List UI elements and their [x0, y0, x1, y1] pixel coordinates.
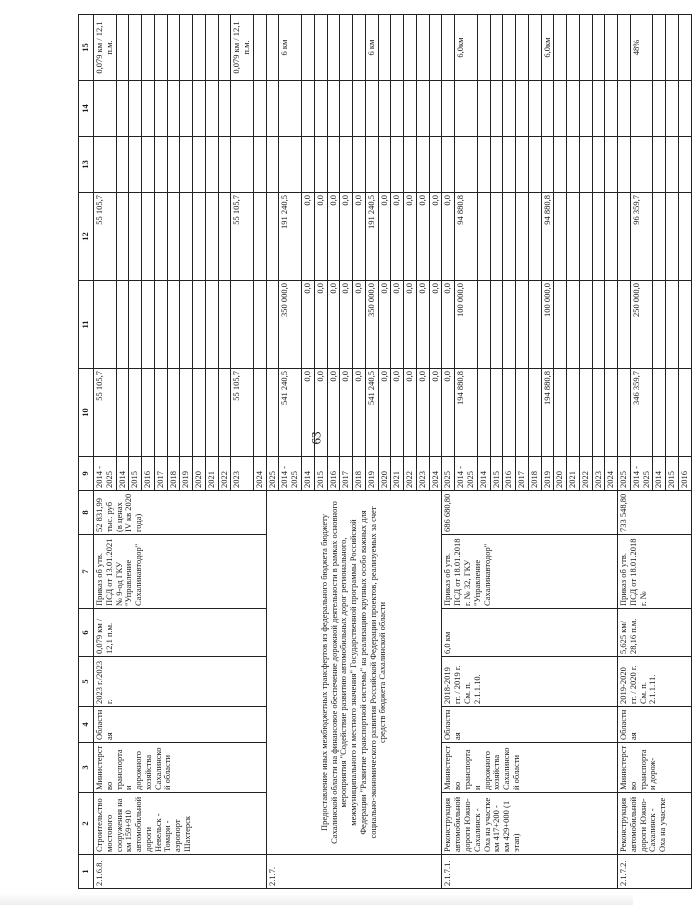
table-row: 2.1.7.2. Реконструкция автомобильной дороги Южно-Сахалинск - Оха на участке Министерство транспорта и дорож- Областная 2019-2020 гг. / 2020 г. См. п. 2.1.1.11. 5,625 км/ 28,16 п.м. Приказ об утв. ПСД от 18.01.2018 г. № 733 548,80 2025: [618, 15, 631, 889]
scan-edge: [0, 893, 633, 905]
table-row: 2018: [167, 15, 180, 889]
col-14: 14: [79, 81, 94, 137]
row-number: 2.1.6.8.: [94, 855, 267, 889]
term: 2023 г./2023 г.: [94, 657, 267, 707]
table-row: 2024: [605, 15, 618, 889]
object-name: Реконструкция автомобильной дороги Южно-Сахалинск - Оха на участке км 417+200 - км 429+000 (1 этап): [442, 793, 618, 855]
table-row: 2016 0,0 0,0 0,0: [327, 15, 340, 889]
table-row: 2015: [490, 15, 503, 889]
table-row: 2016: [142, 15, 155, 889]
table-row: 2014: [116, 15, 129, 889]
table-row: 2014: [653, 15, 666, 889]
table-row: 2024: [253, 15, 266, 889]
table-row: 2018: [528, 15, 541, 889]
row-number: 2.1.7.2.: [618, 855, 692, 889]
table-row: 2014 - 2025 346 359,7 250 000,0 96 359,7 48%: [630, 15, 653, 889]
col-4: 4: [79, 707, 94, 743]
table-row: 2017 0,0 0,0 0,0: [340, 15, 353, 889]
table-row: 2023: [592, 15, 605, 889]
col-7: 7: [79, 535, 94, 609]
table-row: 2015 0,0 0,0 0,0: [314, 15, 327, 889]
significance: Областная: [94, 707, 267, 743]
table-row: 2022: [218, 15, 231, 889]
capacity: 5,625 км/ 28,16 п.м.: [618, 609, 692, 657]
term: 2019-2020 гг. / 2020 г. См. п. 2.1.1.11.: [618, 657, 692, 707]
col-2: 2: [79, 793, 94, 855]
col-1: 1: [79, 855, 94, 889]
col-15: 15: [79, 15, 94, 81]
document: Приказ об утв. ПСД от 13.01.2021 № 9-од ГКУ "Управление Сахалинавтодор": [94, 535, 267, 609]
table-row: 2015: [129, 15, 142, 889]
period: 2014 - 2025: [94, 457, 117, 491]
table-row: 2022: [579, 15, 592, 889]
row-number: 2.1.7.1.: [442, 855, 618, 889]
col-13: 13: [79, 137, 94, 193]
column-number-row: [79, 15, 94, 889]
table-row: 2017: [516, 15, 529, 889]
significance: Областная: [442, 707, 618, 743]
col-11: 11: [79, 281, 94, 369]
estimated-cost: 733 548,80: [618, 491, 692, 535]
table-row: 2021: [567, 15, 580, 889]
table-row: 2022 0,0 0,0 0,0: [404, 15, 417, 889]
col-9: 9: [79, 457, 94, 491]
term: 2018-2019 гг. / 2019 г. См. п. 2.1.1.10.: [442, 657, 618, 707]
table-row: [94, 15, 117, 889]
col-10: 10: [79, 369, 94, 457]
regional: 55 105,7: [94, 193, 117, 281]
rotated-table-sheet: [78, 15, 689, 889]
table-row: 2019: [180, 15, 193, 889]
table-row: 2.1.7. Предоставление иных межбюджетных трансфертов из федерального бюджета бюджету Сахалинской области на финансовое обеспечение дорожной деятельности в рамках основного мероприятия "Содействие развитию автомобильных дорог регионального, межмуниципального и местного значения" Государственной программы Российской Федерации "Развитие транспортной системы" на реализацию крупных особо важных для социально-экономического развития Российской Федерации проектов, реализуемых за счет средств бюджета Сахалинской области 2025: [266, 15, 279, 889]
program-description: Предоставление иных межбюджетных трансфертов из федерального бюджета бюджету Сахалинской области на финансовое обеспечение дорожной деятельности в рамках основного мероприятия "Содействие развитию автомобильных дорог регионального, межмуниципального и местного значения" Государственной программы Российской Федерации "Развитие транспортной системы" на реализацию крупных особо важных для социально-экономического развития Российской Федерации проектов, реализуемых за счет средств бюджета Сахалинской области: [266, 491, 442, 855]
table-row: 2017: [154, 15, 167, 889]
table-row: 2020 0,0 0,0 0,0: [378, 15, 391, 889]
capacity: 6,0 км: [442, 609, 618, 657]
col-3: 3: [79, 743, 94, 793]
document: Приказ об утв. ПСД от 18.01.2018 г. №: [618, 535, 692, 609]
customer: Министерство транспорта и дорожного хозяйства Сахалинской области: [94, 743, 267, 793]
table-row: 2024 0,0 0,0 0,0: [429, 15, 442, 889]
table-row: 2021: [205, 15, 218, 889]
significance: Областная: [618, 707, 692, 743]
col-8: 8: [79, 491, 94, 535]
table-row: 2023 0,0 0,0 0,0: [416, 15, 429, 889]
table-row: 2019 194 880,8 100 000,0 94 880,8 6,0км: [541, 15, 554, 889]
estimated-cost: 686 680,80: [442, 491, 618, 535]
table-row: 2019 541 240,5 350 000,0 191 240,5 6 км: [365, 15, 378, 889]
customer: Министерство транспорта и дорож-: [618, 743, 692, 793]
total: 55 105,7: [94, 369, 117, 457]
col-6: 6: [79, 609, 94, 657]
table-row: 2015: [666, 15, 679, 889]
table-row: 2.1.7.1. Реконструкция автомобильной дороги Южно-Сахалинск - Оха на участке км 417+200 - км 429+000 (1 этап) Министерство транспорта и дорожного хозяйства Сахалинской области Областная 2018-2019 гг. / 2019 г. См. п. 2.1.1.10. 6,0 км Приказ об утв. ПСД от 18.01.2018 г. № 32, ГКУ "Управление Сахалинавтодор" 686 680,80 2025 0,0 0,0 0,0: [442, 15, 455, 889]
result: 0,079 км / 12,1 п.м.: [94, 15, 117, 81]
table-row: 2014 - 2025 541 240,5 350 000,0 191 240,5 6 км: [279, 15, 302, 889]
table-row: 2014: [477, 15, 490, 889]
capacity: 0,079 км / 12,1 п.м.: [94, 609, 267, 657]
table-row: 2020: [554, 15, 567, 889]
estimated-cost: 52 831,99 тыс. руб (в ценах IV кв 2020 года): [94, 491, 267, 535]
object-name: Реконструкция автомобильной дороги Южно-Сахалинск - Оха на участке: [618, 793, 692, 855]
table-row: 2020: [193, 15, 206, 889]
document-page: [78, 15, 689, 889]
table-row: 2014 0,0 0,0 0,0: [302, 15, 315, 889]
table-row: 2018 0,0 0,0 0,0: [353, 15, 366, 889]
customer: Министерство транспорта и дорожного хозяйства Сахалинской области: [442, 743, 618, 793]
federal: [94, 281, 117, 369]
program-table: [78, 14, 692, 889]
row-number: 2.1.7.: [266, 855, 442, 889]
table-row: 2016: [678, 15, 691, 889]
page-number: 63: [308, 431, 324, 445]
table-row: 2016: [503, 15, 516, 889]
object-name: Строительство мостового сооружения на км 159+910 автомобильной дороги Невельск - Томари - аэропорт Шахтерск: [94, 793, 267, 855]
col-5: 5: [79, 657, 94, 707]
table-row: 2023 55 105,7 55 105,7 0,079 км / 12,1 п.м.: [231, 15, 254, 889]
col-12: 12: [79, 193, 94, 281]
table-row: 2014 - 2025 194 880,8 100 000,0 94 880,8 6,0км: [455, 15, 478, 889]
table-row: 2021 0,0 0,0 0,0: [391, 15, 404, 889]
document: Приказ об утв. ПСД от 18.01.2018 г. № 32, ГКУ "Управление Сахалинавтодор": [442, 535, 618, 609]
